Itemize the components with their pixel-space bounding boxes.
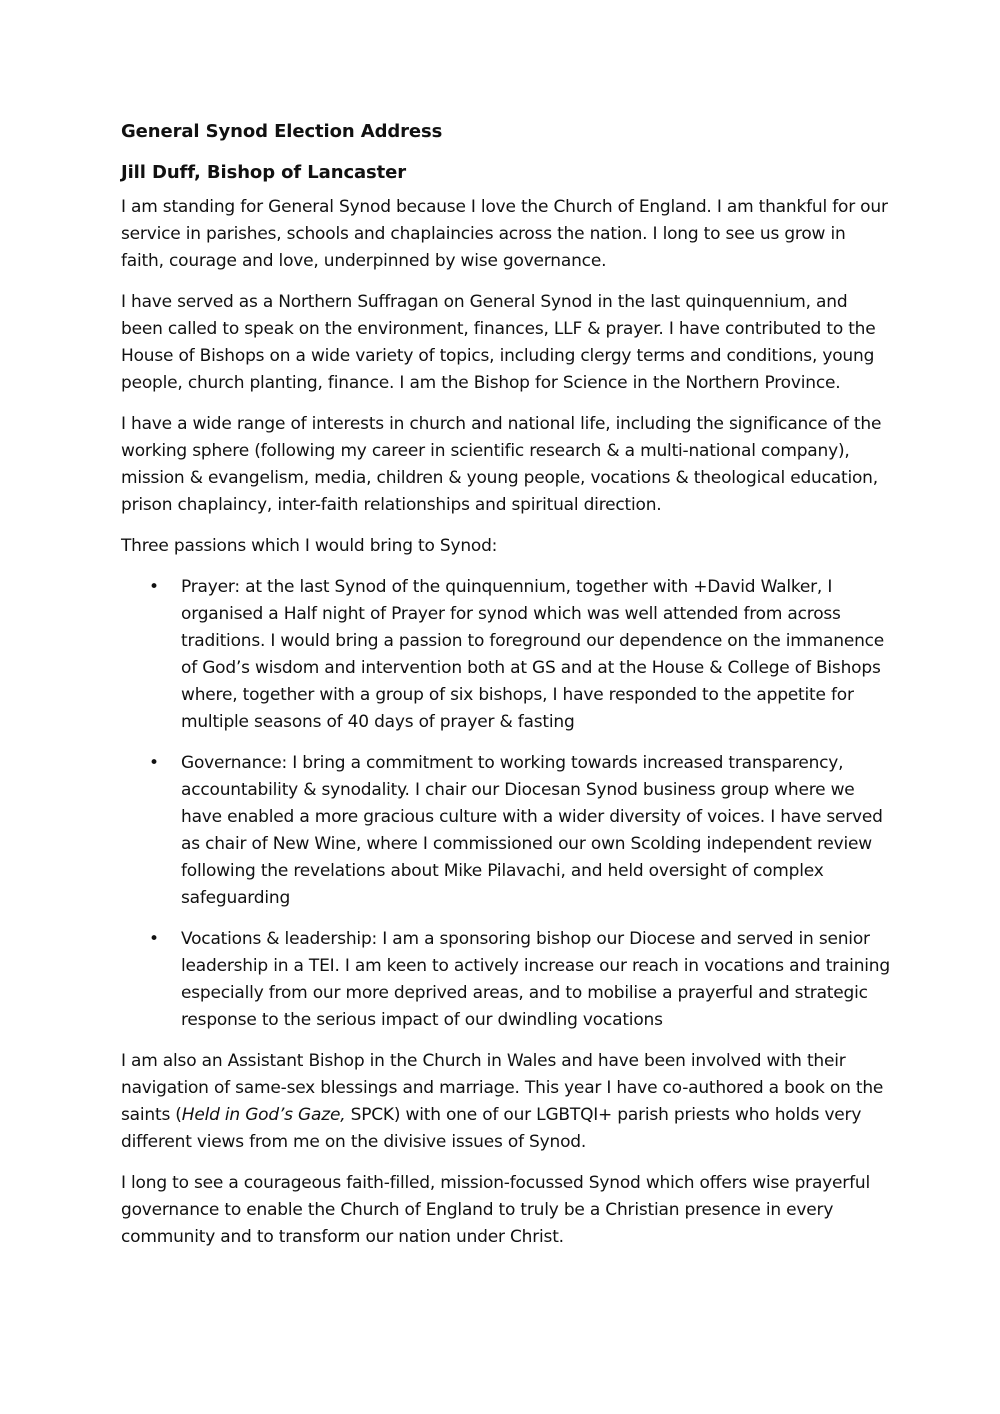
paragraph-interests: I have a wide range of interests in church and national life, including the significance of the working sphere (following my career in scientific research & a multi-national company), mission & evangelism, media, children & young people, vocations & theological education, prison chaplaincy, inter-faith relationships and spiritual direction. [121,414,882,515]
book-title: Held in God’s Gaze, [181,1105,346,1125]
list-item-vocations [121,926,891,1034]
paragraph-passions-intro: Three passions which I would bring to Synod: [121,536,498,556]
document-title: General Synod Election Address [121,121,443,142]
document-page [121,118,891,1265]
bullet-icon: • [149,929,159,949]
list-item-text: Governance: I bring a commitment to working towards increased transparency, accountability & synodality. I chair our Diocesan Synod business group where we have enabled a more gracious culture with a wider diversity of voices. I have served as chair of New Wine, where I commissioned our own Scolding independent review following the revelations about Mike Pilavachi, and held oversight of complex safeguarding [181,753,883,908]
list-item-text: Prayer: at the last Synod of the quinquennium, together with +David Walker, I organised a Half night of Prayer for synod which was well attended from across traditions. I would bring a passion to foreground our dependence on the immanence of God’s wisdom and intervention both at GS and at the House & College of Bishops where, together with a group of six bishops, I have responded to the appetite for multiple seasons of 40 days of prayer & fasting [181,577,885,732]
paragraph-closing: I long to see a courageous faith-filled, mission-focussed Synod which offers wise prayerful governance to enable the Church of England to truly be a Christian presence in every community and to transform our nation under Christ. [121,1173,870,1247]
paragraph-intro: I am standing for General Synod because I love the Church of England. I am thankful for our service in parishes, schools and chaplaincies across the nation. I long to see us grow in faith, courage and love, underpinned by wise governance. [121,197,888,271]
list-item-prayer [121,574,891,736]
paragraph-service: I have served as a Northern Suffragan on General Synod in the last quinquennium, and been called to speak on the environment, finances, LLF & prayer. I have contributed to the House of Bishops on a wide variety of topics, including clergy terms and conditions, young people, church planting, finance. I am the Bishop for Science in the Northern Province. [121,292,876,393]
list-item-text: Vocations & leadership: I am a sponsoring bishop our Diocese and served in senior leadership in a TEI. I am keen to actively increase our reach in vocations and training especially from our more deprived areas, and to mobilise a prayerful and strategic response to the serious impact of our dwindling vocations [181,929,890,1030]
document-subtitle: Jill Duff, Bishop of Lancaster [121,162,407,183]
list-item-governance [121,750,891,912]
paragraph-text-after-title: SPCK) with one of our LGBTQI+ parish priests who holds very different views from me on the divisive issues of Synod. [121,1105,862,1152]
passions-list [121,574,891,1034]
paragraph-church-in-wales [121,1048,891,1156]
paragraph-text-before-title: I am also an Assistant Bishop in the Church in Wales and have been involved with their navigation of same-sex blessings and marriage. This year I have co-authored a book on the saints ( [121,1051,884,1125]
bullet-icon: • [149,577,159,597]
bullet-icon: • [149,753,159,773]
